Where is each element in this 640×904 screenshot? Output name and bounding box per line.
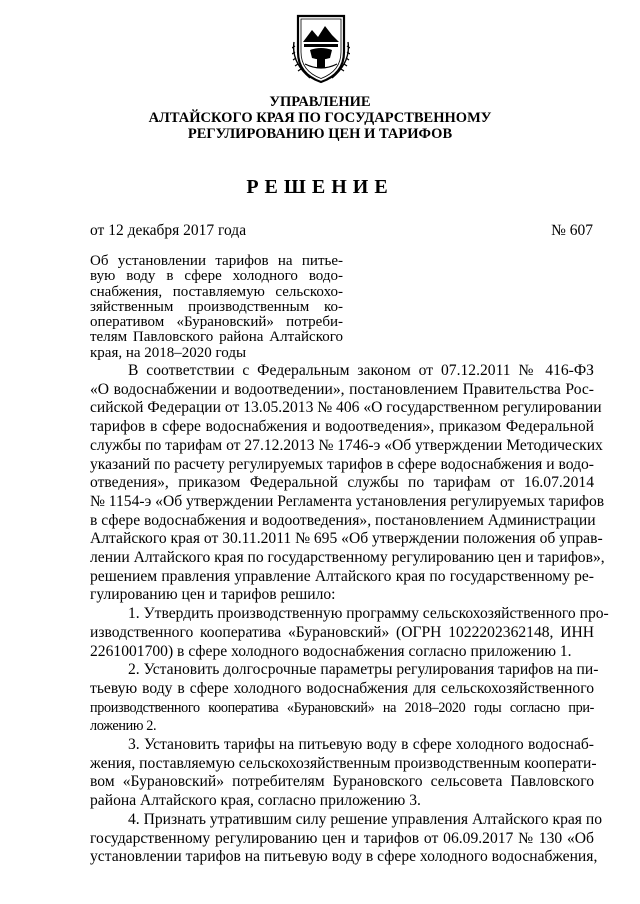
body-line: решением правления управление Алтайского края по государственному ре- [90,567,594,585]
document-date: от 12 декабря 2017 года [90,222,247,239]
body-line: сийской Федерации от 13.05.2013 № 406 «О государственном регулировании [90,399,602,417]
document-type-title: РЕШЕНИЕ [246,176,394,198]
body-line: Алтайского края от 30.11.2011 № 695 «Об утверждении положения об управ- [90,530,603,548]
body-line: тьевую воду в сфере холодного водоснабжения для сельскохозяйственного [90,679,594,697]
body-line: лении Алтайского края по государственному регулированию цен и тарифов», [90,549,605,567]
body-line: жения, поставляемую сельскохозяйственным производственным кооперати- [90,754,597,772]
body-line: производственного кооператива «Бурановский» на 2018–2020 годы согласно при- [90,699,594,716]
body-line: 2261001700) в сфере холодного водоснабжения согласно приложению 1. [90,642,572,660]
subject-line: края, на 2018–2020 годы [90,344,247,361]
body-line: изводственного кооператива «Бурановский» (ОГРН 1022202362148, ИНН [90,623,594,641]
body-line: № 1154-э «Об утверждении Регламента установления регулируемых тарифов [90,492,605,510]
body-line: 4. Признать утратившим силу решение управления Алтайского края по [128,810,603,828]
body-line: 3. Установить тарифы на питьевую воду в сфере холодного водоснаб- [128,736,594,754]
document-subject [90,254,343,361]
subject-line: оперативом «Бурановский» потреби- [90,314,343,331]
body-line: государственному регулированию цен и тарифов от 06.09.2017 № 130 «Об [90,829,594,847]
subject-line: снабжения, поставляемую сельскохо- [90,283,343,300]
subject-line: телям Павловского района Алтайского [90,329,343,346]
body-line: В соответствии с Федеральным законом от 07.12.2011 № 416-ФЗ [128,362,594,379]
subject-line: Об установлении тарифов на питье- [90,253,343,269]
body-line: «О водоснабжении и водоотведении», постановлением Правительства Рос- [90,380,594,398]
body-line: в сфере водоснабжения и водоотведения», постановлением Администрации [90,511,596,529]
body-line: установлении тарифов на питьевую воду в сфере холодного водоснабжения, [90,848,598,866]
org-line: УПРАВЛЕНИЕ [269,94,371,110]
body-line: службы по тарифам от 27.12.2013 № 1746-э «Об утверждении Методических [90,436,603,454]
coat-of-arms-emblem [292,12,350,84]
body-line: 1. Утвердить производственную программу сельскохозяйственного про- [128,605,609,623]
body-line: вом «Бурановский» потребителям Бурановского сельсовета Павловского [90,773,594,791]
body-line: гулированию цен и тарифов решило: [90,586,336,604]
subject-line: зяйственным производственным ко- [90,298,343,315]
body-line: ложению 2. [90,718,157,735]
body-line: указаний по расчету регулируемых тарифов в сфере водоснабжения и водо- [90,455,594,473]
body-line: отведения», приказом Федеральной службы по тарифам от 16.07.2014 [90,474,594,492]
document-body [90,362,609,867]
org-line: АЛТАЙСКОГО КРАЯ ПО ГОСУДАРСТВЕННОМУ [148,110,492,126]
subject-line: вую воду в сфере холодного водо- [90,268,343,285]
document-number: № 607 [551,222,593,239]
organization-name [0,94,640,142]
body-line: района Алтайского края, согласно приложению 3. [90,792,421,810]
org-line: РЕГУЛИРОВАНИЮ ЦЕН И ТАРИФОВ [187,126,453,142]
body-line: 2. Установить долгосрочные параметры регулирования тарифов на пи- [128,661,599,679]
body-line: тарифов в сфере водоснабжения и водоотведения», приказом Федеральной [90,418,594,436]
